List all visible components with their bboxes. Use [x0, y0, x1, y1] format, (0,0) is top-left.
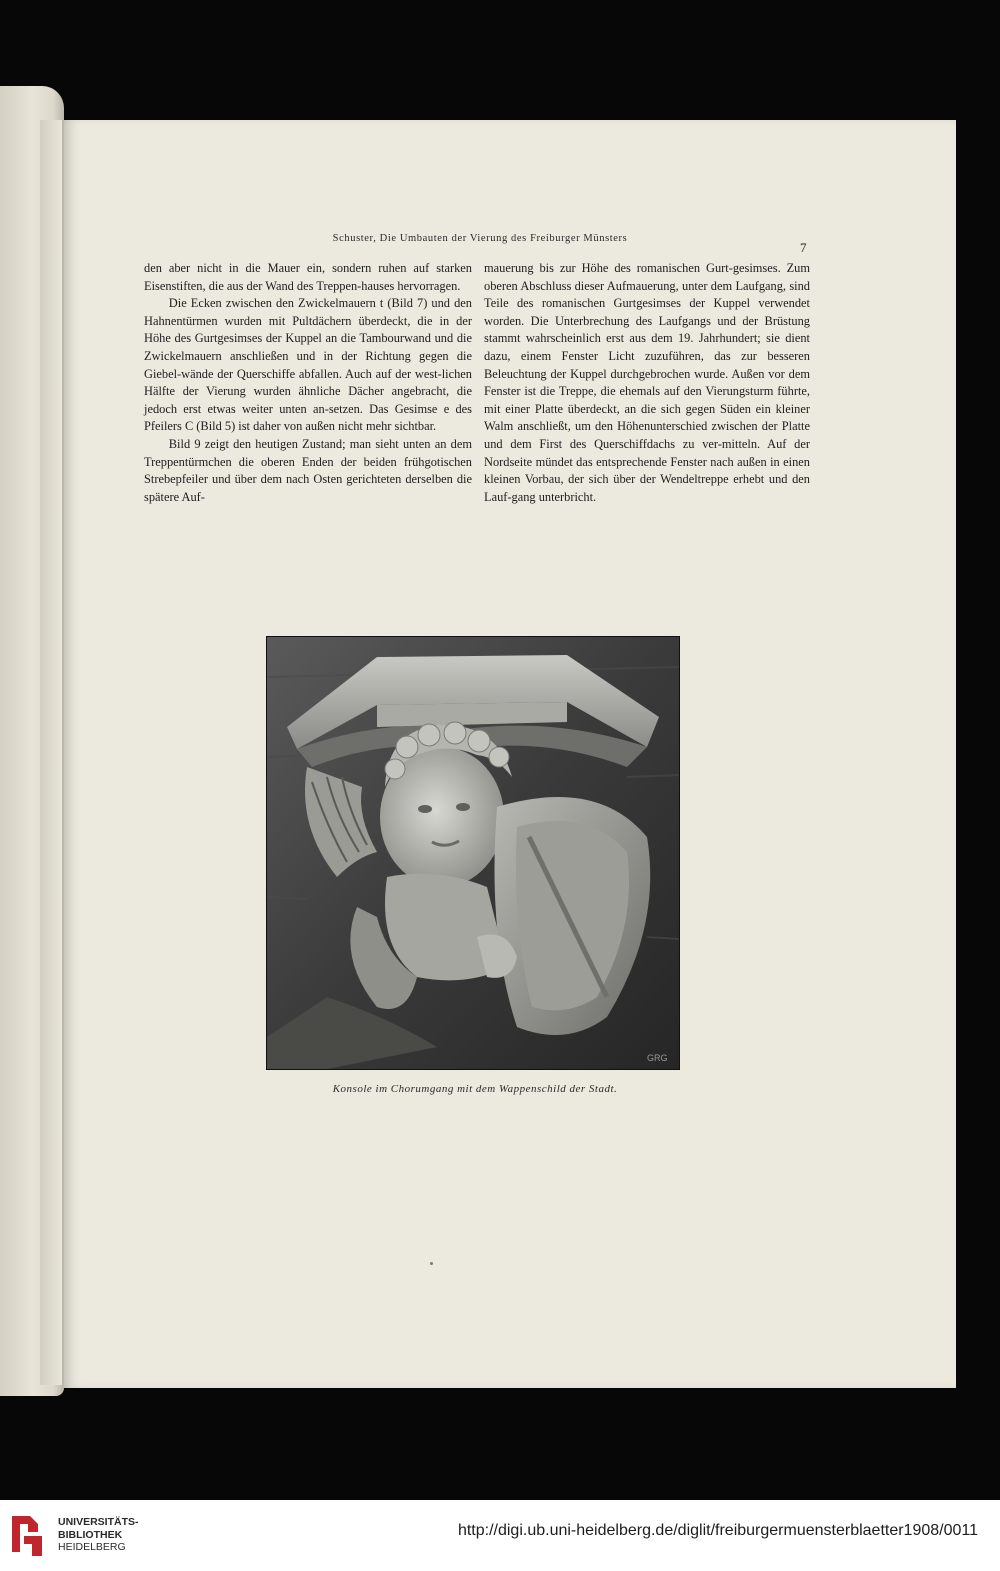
- plate-mark: GRG: [647, 1053, 668, 1063]
- plate-caption: Konsole im Chorumgang mit dem Wappenschild der Stadt.: [332, 1083, 618, 1095]
- paragraph: Bild 9 zeigt den heutigen Zustand; man sieht unten an dem Treppentürmchen die oberen Enden der beiden frühgotischen Strebepfeiler und über dem nach Osten gerichteten derselben die spätere Auf-: [144, 436, 472, 504]
- console-angel-photograph: [266, 636, 680, 1070]
- library-line-2: BIBLIOTHEK: [58, 1528, 123, 1541]
- ub-heidelberg-logo-icon[interactable]: [8, 1512, 48, 1558]
- footer-bar: [0, 1500, 1000, 1571]
- paper-speck: [430, 1262, 433, 1265]
- paragraph: Die Ecken zwischen den Zwickelmauern t (Bild 7) und den Hahnentürmen wurden mit Pultdächern überdeckt, die in der Höhe des Gurtgesimses der Kuppel an die Tambourwand und die Zwickelmauern anschließen und in der Richtung gegen die Giebel-wände der Querschiffe abfallen. Auch auf der west-lichen Hälfte der Vierung wurden ähnliche Dächer angebracht, die jedoch erst etwas weiter unten an-setzen. Das Gesimse e des Pfeilers C (Bild 5) ist daher von außen nicht mehr sichtbar.: [144, 296, 472, 434]
- paragraph: den aber nicht in die Mauer ein, sondern ruhen auf starken Eisenstiften, die aus der Wand des Treppen-hauses hervorragen.: [144, 261, 472, 293]
- library-name: [58, 1516, 139, 1554]
- paragraph: mauerung bis zur Höhe des romanischen Gurt-gesimses. Zum oberen Abschluss dieser Aufmauerung, unter dem Laufgang, sind Teile des romanischen Gurtgesimses der Kuppel verwendet worden. Die Unterbrechung des Laufgangs und der Brüstung stammt wahrscheinlich erst aus dem 19. Jahrhundert; sie dient dazu, einem Fenster Licht zuzuführen, das zur besseren Beleuchtung der Kuppel durchgebrochen wurde. Außen vor dem Fenster ist die Treppe, die ehemals auf den Vierungsturm führte, mit einer Platte überdeckt, an die sich gegen Süden ein kleiner Walm anschließt, um den Höhenunterschied zwischen der Platte und dem First des Querschiffdachs zu ver-mitteln. Auf der Nordseite mündet das entsprechende Fenster nach außen in einen kleinen Vorbau, der sich über der Wendeltreppe erhebt und den Lauf-gang unterbricht.: [484, 261, 810, 504]
- text-column-left: [144, 260, 472, 506]
- library-line-3: HEIDELBERG: [58, 1541, 126, 1553]
- running-head: Schuster, Die Umbauten der Vierung des Freiburger Münsters: [332, 233, 628, 244]
- source-url-link[interactable]: http://digi.ub.uni-heidelberg.de/diglit/freiburgermuensterblaetter1908/0011: [457, 1522, 978, 1539]
- text-column-right: [484, 260, 810, 506]
- library-line-1: UNIVERSITÄTS-: [58, 1516, 139, 1528]
- page-number: 7: [800, 240, 807, 255]
- left-page-inner: [40, 120, 62, 1385]
